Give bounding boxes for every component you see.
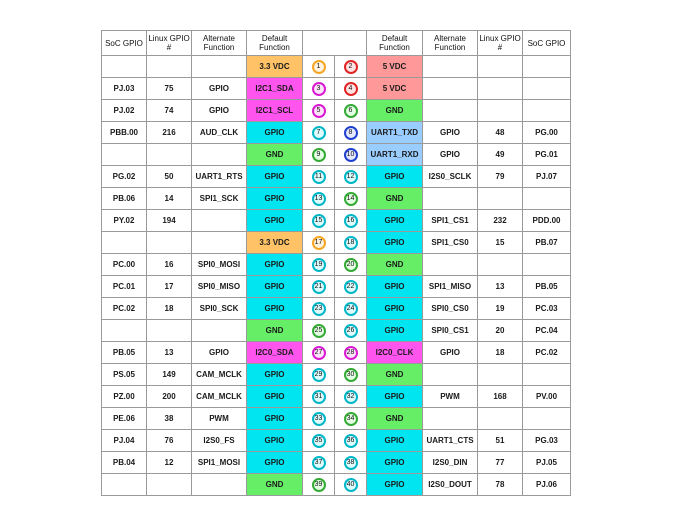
- default-function-right: GND: [367, 100, 423, 122]
- pin-number-odd-cell: [303, 254, 335, 276]
- linux-gpio-right: 18: [478, 342, 523, 364]
- alt-function-right: SPI0_CS1: [423, 320, 478, 342]
- alt-function-left: SPI0_SCK: [192, 298, 247, 320]
- linux-gpio-left: 75: [147, 78, 192, 100]
- pin-number-odd-cell: [303, 364, 335, 386]
- soc-gpio-left: PJ.02: [102, 100, 147, 122]
- soc-gpio-left: [102, 144, 147, 166]
- table-row: [102, 408, 571, 430]
- pin-number-even: 8: [344, 126, 358, 140]
- default-function-left: GPIO: [247, 122, 303, 144]
- pin-number-odd: 37: [312, 456, 326, 470]
- linux-gpio-right: 232: [478, 210, 523, 232]
- alt-function-right: PWM: [423, 386, 478, 408]
- header-alt-function-right: Alternate Function: [423, 31, 478, 56]
- alt-function-left: I2S0_FS: [192, 430, 247, 452]
- default-function-right: 5 VDC: [367, 78, 423, 100]
- pin-number-even-cell: [335, 56, 367, 78]
- pin-number-even-cell: [335, 408, 367, 430]
- soc-gpio-right: [523, 56, 571, 78]
- soc-gpio-left: PJ.04: [102, 430, 147, 452]
- pin-number-odd: 29: [312, 368, 326, 382]
- alt-function-left: SPI0_MISO: [192, 276, 247, 298]
- pin-number-even: 36: [344, 434, 358, 448]
- table-row: [102, 320, 571, 342]
- soc-gpio-right: PJ.06: [523, 474, 571, 496]
- default-function-left: GPIO: [247, 364, 303, 386]
- soc-gpio-left: PG.02: [102, 166, 147, 188]
- table-row: [102, 386, 571, 408]
- linux-gpio-right: [478, 56, 523, 78]
- pin-number-even: 30: [344, 368, 358, 382]
- header-alt-function-left: Alternate Function: [192, 31, 247, 56]
- table-row: [102, 474, 571, 496]
- alt-function-left: GPIO: [192, 100, 247, 122]
- pin-number-odd: 5: [312, 104, 326, 118]
- alt-function-right: I2S0_SCLK: [423, 166, 478, 188]
- pin-number-odd-cell: [303, 232, 335, 254]
- linux-gpio-left: 76: [147, 430, 192, 452]
- soc-gpio-left: PS.05: [102, 364, 147, 386]
- default-function-right: UART1_TXD: [367, 122, 423, 144]
- pin-number-even: 38: [344, 456, 358, 470]
- soc-gpio-right: PJ.05: [523, 452, 571, 474]
- pin-number-odd-cell: [303, 276, 335, 298]
- pin-number-even: 18: [344, 236, 358, 250]
- alt-function-left: [192, 210, 247, 232]
- pin-number-odd: 17: [312, 236, 326, 250]
- pin-number-odd: 31: [312, 390, 326, 404]
- default-function-right: GPIO: [367, 474, 423, 496]
- linux-gpio-left: [147, 56, 192, 78]
- soc-gpio-right: PV.00: [523, 386, 571, 408]
- header-linux-gpio-right: Linux GPIO #: [478, 31, 523, 56]
- soc-gpio-left: [102, 474, 147, 496]
- alt-function-left: UART1_RTS: [192, 166, 247, 188]
- pin-number-even-cell: [335, 298, 367, 320]
- pin-number-odd-cell: [303, 188, 335, 210]
- alt-function-left: [192, 320, 247, 342]
- alt-function-right: GPIO: [423, 122, 478, 144]
- alt-function-right: SPI0_CS0: [423, 298, 478, 320]
- default-function-left: GPIO: [247, 298, 303, 320]
- pin-number-even: 28: [344, 346, 358, 360]
- pin-number-even-cell: [335, 430, 367, 452]
- soc-gpio-left: PC.02: [102, 298, 147, 320]
- soc-gpio-left: PC.00: [102, 254, 147, 276]
- alt-function-right: UART1_CTS: [423, 430, 478, 452]
- linux-gpio-left: [147, 474, 192, 496]
- default-function-left: I2C1_SDA: [247, 78, 303, 100]
- soc-gpio-right: PDD.00: [523, 210, 571, 232]
- pin-number-even-cell: [335, 166, 367, 188]
- pin-number-odd: 19: [312, 258, 326, 272]
- default-function-left: GND: [247, 320, 303, 342]
- pin-number-odd-cell: [303, 430, 335, 452]
- soc-gpio-right: PG.01: [523, 144, 571, 166]
- alt-function-right: [423, 100, 478, 122]
- linux-gpio-right: 78: [478, 474, 523, 496]
- pin-number-odd: 33: [312, 412, 326, 426]
- default-function-right: GND: [367, 408, 423, 430]
- gpio-pinout-table: [101, 30, 571, 496]
- soc-gpio-right: [523, 78, 571, 100]
- soc-gpio-left: PC.01: [102, 276, 147, 298]
- default-function-right: 5 VDC: [367, 56, 423, 78]
- soc-gpio-right: PB.05: [523, 276, 571, 298]
- pin-number-even-cell: [335, 254, 367, 276]
- linux-gpio-right: 15: [478, 232, 523, 254]
- pin-number-odd-cell: [303, 78, 335, 100]
- header-default-function-left: Default Function: [247, 31, 303, 56]
- linux-gpio-left: 50: [147, 166, 192, 188]
- alt-function-right: I2S0_DIN: [423, 452, 478, 474]
- pin-number-even-cell: [335, 122, 367, 144]
- soc-gpio-left: [102, 232, 147, 254]
- linux-gpio-left: 200: [147, 386, 192, 408]
- linux-gpio-left: 13: [147, 342, 192, 364]
- soc-gpio-left: PB.05: [102, 342, 147, 364]
- alt-function-left: GPIO: [192, 78, 247, 100]
- alt-function-right: [423, 408, 478, 430]
- default-function-left: GPIO: [247, 188, 303, 210]
- pin-number-odd: 21: [312, 280, 326, 294]
- pin-number-even: 22: [344, 280, 358, 294]
- default-function-left: I2C0_SDA: [247, 342, 303, 364]
- linux-gpio-right: 48: [478, 122, 523, 144]
- linux-gpio-left: 14: [147, 188, 192, 210]
- pin-number-even-cell: [335, 452, 367, 474]
- alt-function-right: [423, 56, 478, 78]
- linux-gpio-right: [478, 364, 523, 386]
- soc-gpio-left: PZ.00: [102, 386, 147, 408]
- default-function-left: I2C1_SCL: [247, 100, 303, 122]
- pin-number-odd: 9: [312, 148, 326, 162]
- pin-number-odd: 15: [312, 214, 326, 228]
- default-function-left: GPIO: [247, 254, 303, 276]
- linux-gpio-right: 20: [478, 320, 523, 342]
- pin-number-odd: 35: [312, 434, 326, 448]
- default-function-left: 3.3 VDC: [247, 232, 303, 254]
- linux-gpio-left: [147, 144, 192, 166]
- pin-number-odd: 25: [312, 324, 326, 338]
- default-function-left: GPIO: [247, 166, 303, 188]
- header-default-function-right: Default Function: [367, 31, 423, 56]
- alt-function-right: I2S0_DOUT: [423, 474, 478, 496]
- pin-number-odd-cell: [303, 474, 335, 496]
- pin-number-even-cell: [335, 78, 367, 100]
- alt-function-left: PWM: [192, 408, 247, 430]
- pin-number-even-cell: [335, 474, 367, 496]
- soc-gpio-left: [102, 56, 147, 78]
- linux-gpio-right: 79: [478, 166, 523, 188]
- soc-gpio-right: [523, 364, 571, 386]
- alt-function-left: [192, 232, 247, 254]
- table-row: [102, 430, 571, 452]
- pin-number-even: 24: [344, 302, 358, 316]
- linux-gpio-left: 17: [147, 276, 192, 298]
- alt-function-left: AUD_CLK: [192, 122, 247, 144]
- pin-number-even-cell: [335, 342, 367, 364]
- pin-number-even: 2: [344, 60, 358, 74]
- pin-number-odd-cell: [303, 342, 335, 364]
- pin-number-even-cell: [335, 320, 367, 342]
- soc-gpio-left: PY.02: [102, 210, 147, 232]
- linux-gpio-right: 168: [478, 386, 523, 408]
- alt-function-left: [192, 56, 247, 78]
- table-row: [102, 298, 571, 320]
- header-row: [102, 31, 571, 56]
- table-row: [102, 276, 571, 298]
- table-row: [102, 254, 571, 276]
- table-row: [102, 342, 571, 364]
- default-function-right: UART1_RXD: [367, 144, 423, 166]
- linux-gpio-right: [478, 254, 523, 276]
- pin-number-even: 12: [344, 170, 358, 184]
- default-function-left: GPIO: [247, 276, 303, 298]
- default-function-right: GPIO: [367, 430, 423, 452]
- header-linux-gpio-left: Linux GPIO #: [147, 31, 192, 56]
- header-soc-gpio-left: SoC GPIO: [102, 31, 147, 56]
- soc-gpio-right: PG.03: [523, 430, 571, 452]
- header-soc-gpio-right: SoC GPIO: [523, 31, 571, 56]
- default-function-left: 3.3 VDC: [247, 56, 303, 78]
- soc-gpio-right: PC.04: [523, 320, 571, 342]
- linux-gpio-right: [478, 188, 523, 210]
- pin-number-even: 40: [344, 478, 358, 492]
- pin-number-even-cell: [335, 100, 367, 122]
- alt-function-right: SPI1_CS0: [423, 232, 478, 254]
- default-function-right: GND: [367, 254, 423, 276]
- table-row: [102, 122, 571, 144]
- alt-function-right: SPI1_MISO: [423, 276, 478, 298]
- pin-number-even: 20: [344, 258, 358, 272]
- linux-gpio-right: 77: [478, 452, 523, 474]
- soc-gpio-right: [523, 254, 571, 276]
- default-function-left: GPIO: [247, 386, 303, 408]
- linux-gpio-right: 13: [478, 276, 523, 298]
- pin-number-even-cell: [335, 144, 367, 166]
- default-function-right: GPIO: [367, 232, 423, 254]
- pin-number-even: 16: [344, 214, 358, 228]
- header-pins: [303, 31, 367, 56]
- alt-function-left: [192, 474, 247, 496]
- linux-gpio-right: [478, 78, 523, 100]
- alt-function-left: GPIO: [192, 342, 247, 364]
- alt-function-left: [192, 144, 247, 166]
- alt-function-left: SPI1_MOSI: [192, 452, 247, 474]
- soc-gpio-left: [102, 320, 147, 342]
- table-row: [102, 364, 571, 386]
- pin-number-odd-cell: [303, 56, 335, 78]
- pin-number-even: 32: [344, 390, 358, 404]
- alt-function-right: [423, 254, 478, 276]
- default-function-left: GPIO: [247, 430, 303, 452]
- soc-gpio-right: PC.02: [523, 342, 571, 364]
- linux-gpio-right: [478, 408, 523, 430]
- pin-number-even-cell: [335, 210, 367, 232]
- pin-number-odd-cell: [303, 408, 335, 430]
- default-function-right: GND: [367, 364, 423, 386]
- default-function-right: GPIO: [367, 320, 423, 342]
- pin-number-even-cell: [335, 188, 367, 210]
- linux-gpio-left: 194: [147, 210, 192, 232]
- alt-function-left: SPI0_MOSI: [192, 254, 247, 276]
- soc-gpio-left: PB.04: [102, 452, 147, 474]
- soc-gpio-right: [523, 100, 571, 122]
- soc-gpio-right: PB.07: [523, 232, 571, 254]
- pin-number-odd: 7: [312, 126, 326, 140]
- pin-number-odd: 11: [312, 170, 326, 184]
- default-function-left: GPIO: [247, 452, 303, 474]
- pin-number-odd-cell: [303, 166, 335, 188]
- pin-number-odd: 39: [312, 478, 326, 492]
- alt-function-left: CAM_MCLK: [192, 386, 247, 408]
- pin-number-odd-cell: [303, 144, 335, 166]
- linux-gpio-left: [147, 320, 192, 342]
- default-function-right: GPIO: [367, 166, 423, 188]
- pin-number-even: 4: [344, 82, 358, 96]
- pin-number-even: 26: [344, 324, 358, 338]
- pin-number-odd-cell: [303, 320, 335, 342]
- pin-number-even: 34: [344, 412, 358, 426]
- linux-gpio-left: [147, 232, 192, 254]
- pin-number-even-cell: [335, 386, 367, 408]
- linux-gpio-left: 74: [147, 100, 192, 122]
- default-function-right: GPIO: [367, 386, 423, 408]
- linux-gpio-right: [478, 100, 523, 122]
- soc-gpio-right: PC.03: [523, 298, 571, 320]
- default-function-right: GPIO: [367, 210, 423, 232]
- linux-gpio-left: 149: [147, 364, 192, 386]
- pin-number-odd-cell: [303, 210, 335, 232]
- soc-gpio-right: [523, 188, 571, 210]
- linux-gpio-left: 16: [147, 254, 192, 276]
- alt-function-right: SPI1_CS1: [423, 210, 478, 232]
- pin-number-even: 6: [344, 104, 358, 118]
- pin-number-odd: 13: [312, 192, 326, 206]
- pin-number-even-cell: [335, 276, 367, 298]
- pin-number-odd: 27: [312, 346, 326, 360]
- linux-gpio-right: 49: [478, 144, 523, 166]
- default-function-left: GND: [247, 144, 303, 166]
- default-function-right: GND: [367, 188, 423, 210]
- alt-function-right: GPIO: [423, 144, 478, 166]
- soc-gpio-left: PE.06: [102, 408, 147, 430]
- linux-gpio-left: 216: [147, 122, 192, 144]
- linux-gpio-left: 18: [147, 298, 192, 320]
- table-row: [102, 210, 571, 232]
- default-function-right: GPIO: [367, 452, 423, 474]
- default-function-left: GND: [247, 474, 303, 496]
- table-row: [102, 78, 571, 100]
- soc-gpio-left: PB.06: [102, 188, 147, 210]
- pin-number-odd-cell: [303, 452, 335, 474]
- pin-number-odd-cell: [303, 298, 335, 320]
- default-function-right: GPIO: [367, 298, 423, 320]
- alt-function-right: [423, 188, 478, 210]
- table-row: [102, 452, 571, 474]
- table-row: [102, 166, 571, 188]
- soc-gpio-left: PBB.00: [102, 122, 147, 144]
- alt-function-right: [423, 78, 478, 100]
- alt-function-left: SPI1_SCK: [192, 188, 247, 210]
- soc-gpio-right: [523, 408, 571, 430]
- table-row: [102, 100, 571, 122]
- pin-number-odd-cell: [303, 100, 335, 122]
- linux-gpio-right: 19: [478, 298, 523, 320]
- linux-gpio-right: 51: [478, 430, 523, 452]
- pin-number-even: 14: [344, 192, 358, 206]
- pin-number-odd-cell: [303, 386, 335, 408]
- linux-gpio-left: 12: [147, 452, 192, 474]
- pin-number-odd: 3: [312, 82, 326, 96]
- pin-number-even: 10: [344, 148, 358, 162]
- table-row: [102, 232, 571, 254]
- table-row: [102, 56, 571, 78]
- pin-number-odd: 1: [312, 60, 326, 74]
- soc-gpio-right: PJ.07: [523, 166, 571, 188]
- default-function-right: GPIO: [367, 276, 423, 298]
- linux-gpio-left: 38: [147, 408, 192, 430]
- pin-number-odd-cell: [303, 122, 335, 144]
- table-row: [102, 144, 571, 166]
- default-function-right: I2C0_CLK: [367, 342, 423, 364]
- table-row: [102, 188, 571, 210]
- alt-function-right: GPIO: [423, 342, 478, 364]
- soc-gpio-left: PJ.03: [102, 78, 147, 100]
- default-function-left: GPIO: [247, 210, 303, 232]
- soc-gpio-right: PG.00: [523, 122, 571, 144]
- default-function-left: GPIO: [247, 408, 303, 430]
- pin-number-odd: 23: [312, 302, 326, 316]
- alt-function-right: [423, 364, 478, 386]
- pin-rows: [102, 56, 571, 496]
- pin-number-even-cell: [335, 232, 367, 254]
- alt-function-left: CAM_MCLK: [192, 364, 247, 386]
- pin-number-even-cell: [335, 364, 367, 386]
